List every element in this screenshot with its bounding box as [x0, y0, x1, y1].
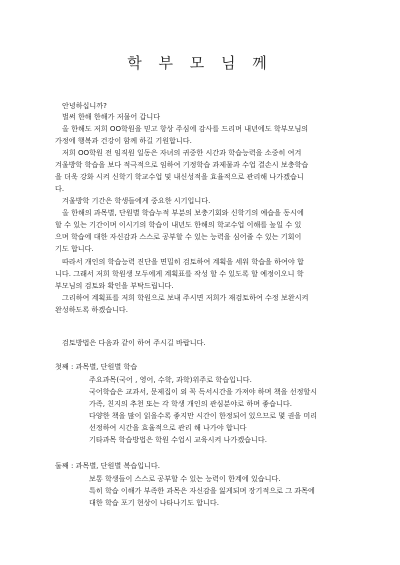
list-item: 대한 학습 포기 현상이 나타나기도 합니다. — [89, 498, 220, 507]
list-item: 국어학습은 교과서, 문제집이 외 꼭 독서시간을 가져야 하며 책을 선정할시 — [89, 387, 318, 396]
paragraph-line: 기도 합니다. — [55, 244, 94, 253]
paragraph-line: 따라서 개인의 학습능력 진단을 면밀히 검토하여 계획을 세워 학습을 하여야 합 — [62, 257, 304, 266]
section-second-title: 과목별, 단원별 복습입니다. — [75, 461, 161, 470]
section-second-heading — [55, 461, 160, 470]
list-item: 보통 학생들이 스스로 공부할 수 있는 능력이 한계에 있습니다. — [89, 474, 281, 483]
review-instruction: 검토방법은 다음과 같이 하여 주시길 바랍니다. — [62, 338, 206, 347]
list-item: 특히 학습 이해가 부족한 과목은 자신감을 잃게되며 장기적으로 그 과목에 — [89, 486, 315, 495]
paragraph-line: 겨울방학 기간은 학생들에게 중요한 시기입니다. — [62, 196, 211, 205]
list-item: 주요과목(국어 , 영어, 수학, 과학)위주로 학습입니다. — [89, 375, 252, 384]
paragraph-line: 그리하여 계획표를 저희 학원으로 보내 주시면 저희가 재검토하여 수정 보완시켜 — [62, 293, 309, 302]
list-item: 다양한 책을 많이 읽을수록 좋지만 시간이 한정되어 있으므로 몇 권을 미리 — [89, 411, 318, 420]
page-title: 학 부 모 님 께 — [127, 54, 273, 72]
list-item: 기타과목 학습방법은 학원 수업시 교육시켜 나가겠습니다. — [89, 435, 267, 444]
paragraph-line: 니다. 그래서 저희 학원생 모두에게 계획표를 작성 할 수 있도록 할 예정이오니 학 — [55, 269, 304, 278]
section-second-label: 둘째 : — [55, 461, 76, 470]
list-item: 선정하여 시간을 효율적으로 관리 해 나가야 합니다 — [89, 423, 247, 432]
greeting-line: 안녕하십니까? — [62, 101, 107, 110]
list-item: 가족, 친지의 추천 또는 각 학생 개인의 관심분야로 하며 좋습니다. — [89, 399, 292, 408]
paragraph-line: 으며 학습에 대한 자신감과 스스로 공부할 수 있는 능력을 심어줄 수 있는 기회이 — [55, 232, 302, 241]
paragraph-line: 다. — [55, 184, 65, 193]
paragraph-line: 을 더욱 강화 시켜 신학기 학교수업 및 내신성적을 효율적으로 관리해 나가겠습니 — [55, 172, 304, 181]
greeting-line: 벌써 한해 한해가 저물어 갑니다 — [62, 112, 161, 121]
paragraph-line: 겨울방학 학습을 보다 적극적으로 임하여 기정학습 과제물과 수업 결손시 보충학습 — [55, 160, 309, 169]
section-first-label: 첫째 : — [55, 362, 76, 371]
section-first-title: 과목별, 단원별 학습 — [75, 362, 138, 371]
section-first-heading — [55, 362, 137, 371]
paragraph-line: 완성하도록 하겠습니다. — [55, 305, 129, 314]
paragraph-line: 가정에 행복과 건강이 함께 하길 기원합니다. — [55, 136, 192, 145]
paragraph-line: 저희 OO학원 전 임직원 일동은 자녀의 귀중한 시간과 학습능력을 소중히 여겨 — [62, 148, 302, 157]
paragraph-line: 올 한해의 과목별, 단원별 학습누적 부분의 보충기회와 신학기의 예습을 동시에 — [62, 208, 304, 217]
paragraph-line: 부모님의 검토와 확인을 부탁드립니다. — [55, 281, 174, 290]
paragraph-line: 올 한해도 저희 OO학원을 믿고 항상 주심에 감사를 드리며 내년에도 학부모님의 — [62, 124, 309, 133]
paragraph-line: 할 수 있는 기간이며 이시기의 학습이 내년도 한해의 학교수업 이해를 높일 수 있 — [55, 220, 302, 229]
